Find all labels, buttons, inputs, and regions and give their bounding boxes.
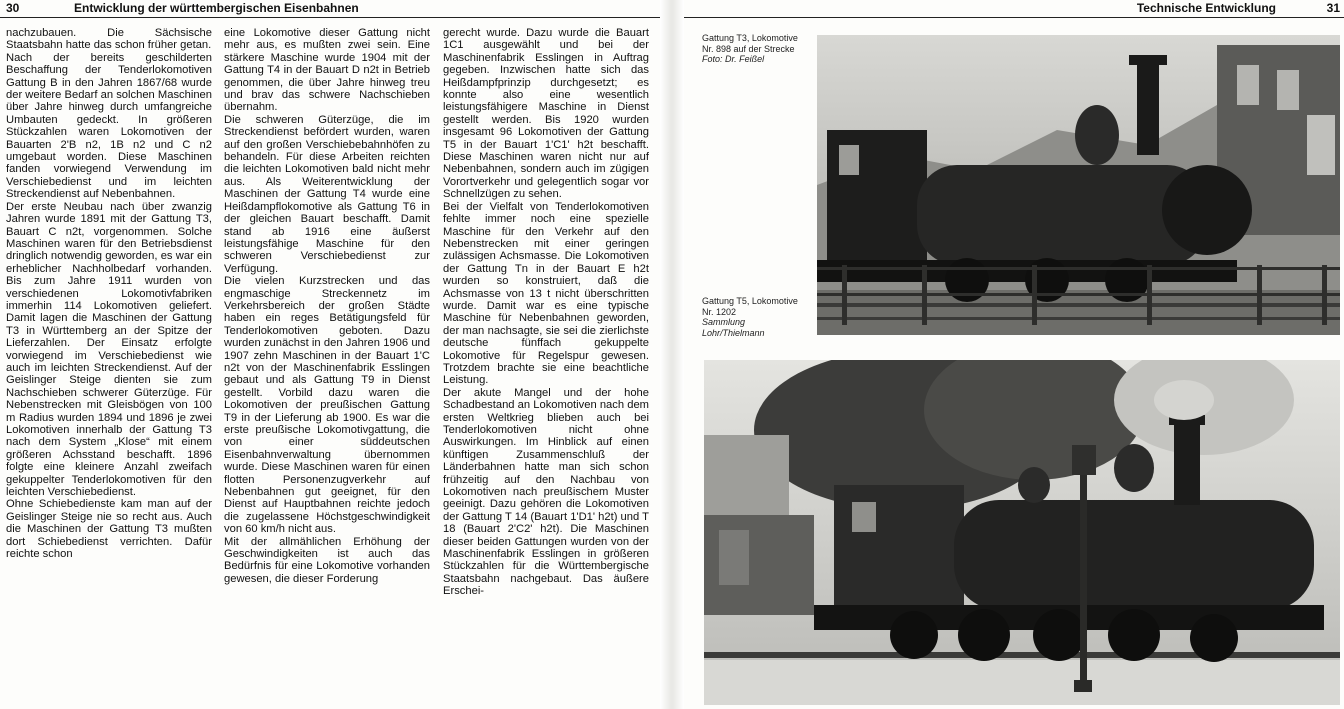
paragraph: gerecht wurde. Dazu wurde die Bauart 1C1 ausgewählt und bei der Maschinenfabrik Esslingen in Auftrag gegeben. Inzwischen hatte sich das Heißdampfprinzip durchgesetzt; es konnte also eine wesentlich leistungsfähigere Maschine in Dienst gestellt werden. Bis 1920 wurden insgesamt 96 Lokomotiven der Gattung T5 in der Bauart 1'C1' h2t beschafft. Diese Maschinen waren nicht nur auf Nebenbahnen, sondern auch im zügigen Vorortverkehr und gelegentlich sogar vor Schnellzügen zu sehen. bbox=[443, 27, 649, 201]
text-column-3 bbox=[443, 27, 649, 598]
paragraph: Der akute Mangel und der hohe Schadbestand an Lokomotiven nach dem ersten Weltkrieg blieben auch bei Tenderlokomotiven nicht ohne Auswirkungen. Im Hinblick auf einen künftigen Zusammenschluß der Länderbahnen hatte man sich schon frühzeitig auf den Nachbau von Lokomotiven nach preußischem Muster geeinigt. Dazu gehören die Lokomotiven der Gattung T 14 (Bauart 1'D1' h2t) und T 18 (Bauart 2'C2' h2t). Die Maschinen dieser beiden Gattungen wurden von der Maschinenfabrik Esslingen in größeren Stückzahlen für die Württembergische Staatsbahn nachgebaut. Das äußere Erschei- bbox=[443, 386, 649, 598]
caption-text: Gattung T5, Lokomotive Nr. 1202 bbox=[702, 296, 798, 317]
photo-t5-locomotive bbox=[704, 360, 1340, 705]
caption-text: Gattung T3, Lokomotive Nr. 898 auf der Strecke bbox=[702, 33, 798, 54]
paragraph: Die schweren Güterzüge, die im Streckendienst befördert wurden, waren auf den großen Verschiebebahnhöfen zu behandeln. Für diese Arbeiten reichten die leichten Lokomotiven bald nicht mehr aus. Als Weiterentwicklung der Maschinen der Gattung T4 wurde eine Heißdampflokomotive als Gattung T6 in der gleichen Bauart beschafft. Damit stand ab 1916 eine äußerst leistungsfähige Maschine für den schweren Verschiebedienst zur Verfügung. bbox=[224, 113, 430, 275]
photo-caption bbox=[702, 33, 802, 65]
photo-t3-locomotive bbox=[817, 35, 1340, 335]
running-title: Entwicklung der württembergischen Eisenbahnen bbox=[74, 1, 359, 15]
page-header bbox=[0, 0, 660, 18]
caption-credit: Sammlung Lohr/Thielmann bbox=[702, 317, 765, 338]
page-header bbox=[684, 0, 1344, 18]
paragraph: Mit der allmählichen Erhöhung der Geschwindigkeiten ist auch das Bedürfnis für eine Lokomotive vorhanden gewesen, die dieser Forderung bbox=[224, 535, 430, 585]
book-gutter bbox=[660, 0, 684, 709]
text-column-2 bbox=[224, 27, 430, 585]
left-page bbox=[0, 0, 660, 709]
page-number: 31 bbox=[1326, 1, 1340, 15]
paragraph: Nach der bereits geschilderten Beschaffung der Tenderlokomotiven Gattung B in den Jahren 1867/68 wurde der weitere Bedarf an solchen Maschinen über Jahre hinweg durch umfangreiche Umbauten gedeckt. In größeren Stückzahlen waren Lokomotiven der Bauarten 2'B n2, 1B n2 und C n2 umgebaut worden. Diese Maschinen fanden vorwiegend Verwendung im Verschiebedienst und im leichten Streckendienst auf Nebenbahnen. bbox=[6, 51, 212, 201]
paragraph: eine Lokomotive dieser Gattung nicht mehr aus, es mußten zwei sein. Eine stärkere Maschine wurde 1904 mit der Gattung T4 in der Bauart D n2t in Betrieb genommen, die über Jahre hinweg treu und brav das schwere Nachschieben übernahm. bbox=[224, 27, 430, 114]
text-column-1 bbox=[6, 27, 212, 560]
photo-caption bbox=[702, 296, 802, 338]
paragraph: nachzubauen. Die Sächsische Staatsbahn hatte das schon früher getan. bbox=[6, 27, 212, 52]
paragraph: Die vielen Kurzstrecken und das engmaschige Streckennetz im Verkehrsbereich der großen Städte haben ein reges Betätigungsfeld für Tenderlokomotiven geboten. Dazu wurden zunächst in den Jahren 1906 und 1907 zehn Maschinen in der Bauart 1'C n2t von der Maschinenfabrik Esslingen gebaut und als Gattung T9 in Dienst gestellt. Vorbild dazu waren die Lokomotiven der preußischen Gattung T9 in der Lieferung ab 1900. Es war die erste preußische Lokomotivgattung, die von einer süddeutschen Eisenbahnverwaltung übernommen wurde. Diese Maschinen waren für einen flotten Personenzugverkehr auf Nebenbahnen gut geeignet, für den Dienst auf Hauptbahnen reichte jedoch die zugelassene Höchstgeschwindigkeit von 60 km/h nicht aus. bbox=[224, 275, 430, 536]
paragraph: Bei der Vielfalt von Tenderlokomotiven fehlte immer noch eine spezielle Maschine für den Verkehr auf den Nebenstrecken mit einer geringen zulässigen Achsmasse. Die Lokomotiven der Gattung Tn in der Bauart E h2t wurden so konstruiert, daß die Achsmasse von 13 t nicht überschritten wurde. Damit war es eine typische Maschine für Nebenbahnen geworden, der man nachsagte, sie sei die zierlichste deutsche fünffach gekuppelte Lokomotive für Regelspur gewesen. Trotzdem brachte sie eine beachtliche Leistung. bbox=[443, 200, 649, 387]
right-page bbox=[684, 0, 1344, 709]
caption-credit: Foto: Dr. Feißel bbox=[702, 54, 765, 64]
page-number: 30 bbox=[6, 1, 20, 15]
running-title: Technische Entwicklung bbox=[1136, 1, 1276, 15]
locomotive-photo-illustration bbox=[817, 35, 1340, 335]
locomotive-photo-illustration bbox=[704, 360, 1340, 705]
paragraph: Der erste Neubau nach über zwanzig Jahren wurde 1891 mit der Gattung T3, Bauart C n2t, vorgenommen. Solche Maschinen waren für den Betriebsdienst dringlich notwendig geworden, es war ein erheblicher Nachholbedarf vorhanden. Bis zum Jahre 1911 wurden von verschiedenen Lokomotivfabriken immerhin 114 Lokomotiven geliefert. Damit lagen die Maschinen der Gattung T3 in Württemberg an der Spitze der Lieferzahlen. Der Einsatz erfolgte vorwiegend im Verschiebedienst wie auch im leichten Streckendienst. Auf der Geislinger Steige dienten sie zum Nachschieben schwerer Güterzüge. Für Nebenstrecken mit Gleisbögen von 100 m Radius wurden 1894 und 1896 je zwei Lokomotiven innerhalb der Gattung T3 nach dem System „Klose“ mit einem größeren Achsstand beschafft. 1896 folgte eine kleinere Anzahl zweifach gekuppelter Tenderlokomotiven für den leichten Verschiebedienst. bbox=[6, 200, 212, 499]
paragraph: Ohne Schiebedienste kam man auf der Geislinger Steige nie so recht aus. Auch die Maschinen der Gattung T3 mußten dort Schiebedienst verrichten. Dafür reichte schon bbox=[6, 498, 212, 561]
